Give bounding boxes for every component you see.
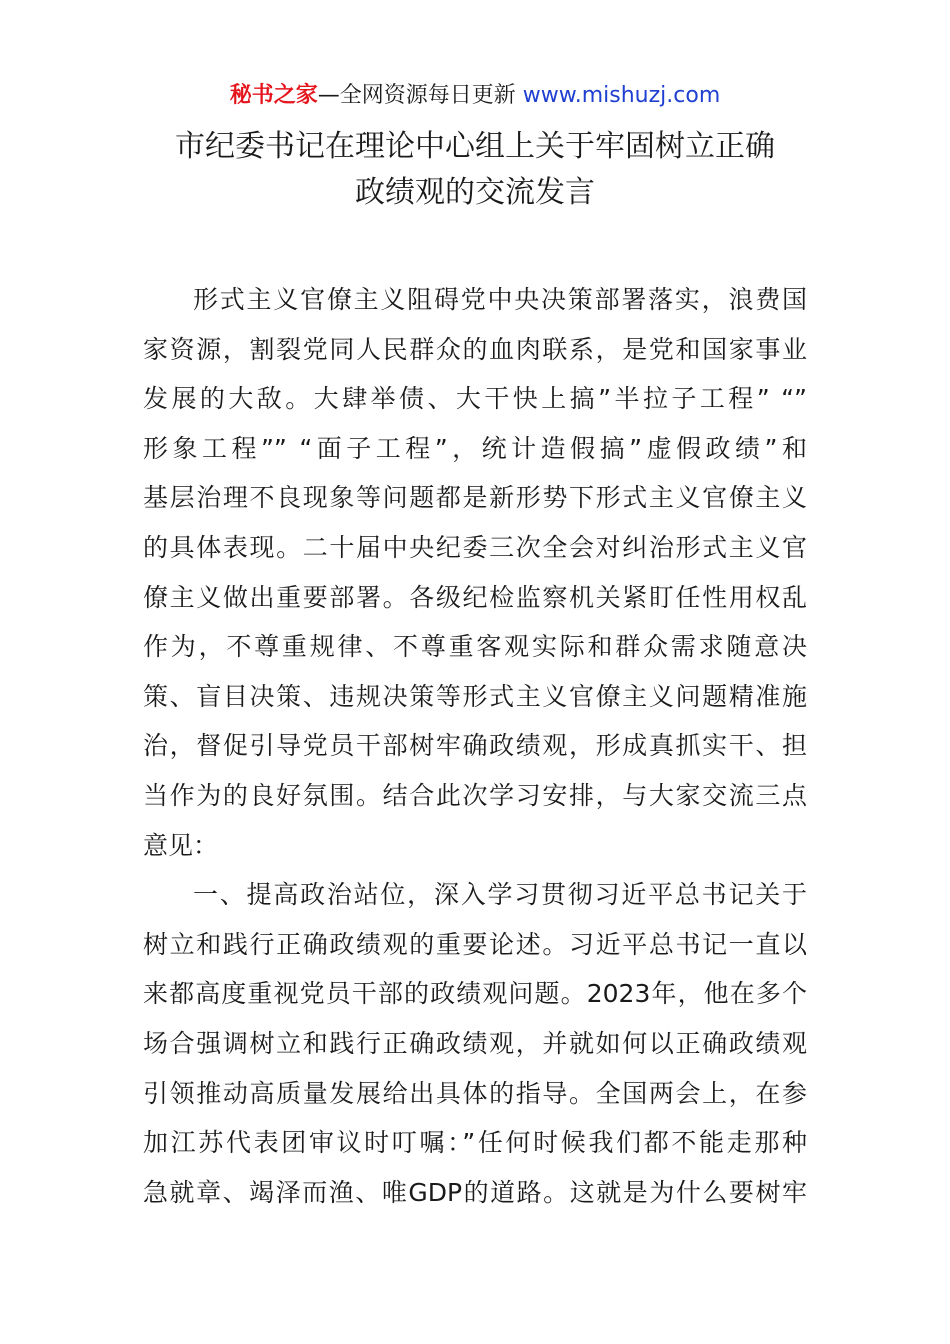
text-line: 策、盲目决策、违规决策等形式主义官僚主义问题精准施: [143, 681, 807, 711]
text-line: 僚主义做出重要部署。各级纪检监察机关紧盯任性用权乱: [143, 582, 807, 612]
text-line: 树立和践行正确政绩观的重要论述。习近平总书记一直以: [143, 929, 807, 959]
text-line: 来都高度重视党员干部的政绩观问题。2023年，他在多个: [143, 979, 807, 1009]
text-line: 形象工程”” “面子工程”，统计造假搞”虚假政绩”和: [143, 433, 807, 463]
text-line: 加江苏代表团审议时叮嘱：”任何时候我们都不能走那种: [143, 1128, 807, 1158]
title-line-1: 市纪委书记在理论中心组上关于牢固树立正确: [175, 129, 775, 164]
text-line: 发展的大敌。大肆举债、大干快上搞”半拉子工程” “”: [143, 384, 807, 414]
document-title: [0, 124, 950, 216]
header-tagline: 全网资源每日更新: [339, 83, 523, 108]
text-line: 治，督促引导党员干部树牢确政绩观，形成真抓实干、担: [143, 731, 807, 761]
text-line: 作为，不尊重规律、不尊重客观实际和群众需求随意决: [143, 632, 807, 662]
brand-name: 秘书之家: [229, 83, 318, 108]
text-line: 意见：: [143, 830, 219, 860]
text-line: 形式主义官僚主义阻碍党中央决策部署落实，浪费国: [193, 285, 807, 314]
text-line: 的具体表现。二十届中央纪委三次全会对纠治形式主义官: [143, 532, 807, 562]
header-dash: —: [317, 83, 340, 108]
text-line: 场合强调树立和践行正确政绩观，并就如何以正确政绩观: [143, 1028, 807, 1058]
text-line: 基层治理不良现象等问题都是新形势下形式主义官僚主义: [143, 483, 807, 513]
site-url-link[interactable]: www.mishuzj.com: [522, 83, 721, 108]
text-line: 引领推动高质量发展给出具体的指导。全国两会上，在参: [143, 1078, 807, 1108]
text-line: 一、提高政治站位，深入学习贯彻习近平总书记关于: [193, 880, 807, 910]
text-line: 家资源，割裂党同人民群众的血肉联系，是党和国家事业: [143, 334, 807, 364]
site-header: [0, 80, 950, 112]
text-line: 当作为的良好氛围。结合此次学习安排，与大家交流三点: [143, 780, 807, 810]
body-text: [143, 275, 807, 1217]
title-line-2: 政绩观的交流发言: [355, 175, 595, 210]
text-line: 急就章、竭泽而渔、唯GDP的道路。这就是为什么要树牢: [143, 1177, 807, 1207]
